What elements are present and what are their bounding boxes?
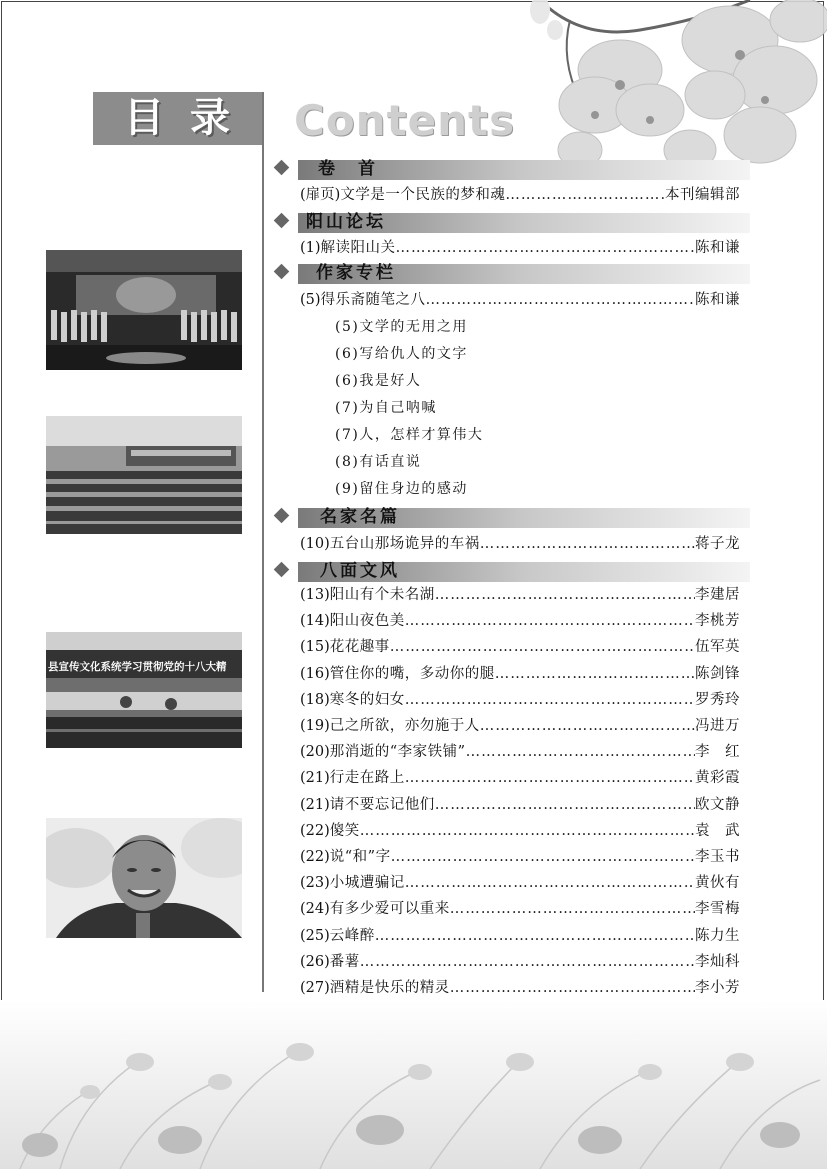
entry-page: (10) — [300, 536, 330, 552]
entry-author: 冯进万 — [695, 718, 740, 734]
entry-author: 李建居 — [695, 587, 740, 603]
leader-dots — [466, 741, 695, 763]
entry-page: (24) — [300, 901, 330, 917]
entry-page: (25) — [300, 928, 330, 944]
leader-dots — [405, 872, 695, 894]
leader-dots — [360, 820, 695, 842]
toc-subentry[interactable]: (9)留住身边的感动 — [335, 481, 468, 497]
toc-subentry[interactable]: (7)人，怎样才算伟大 — [335, 427, 484, 443]
entry-title: 请不要忘记他们 — [329, 797, 435, 813]
banner-text: 县宣传文化系统学习贯彻党的十八大精 — [48, 661, 227, 673]
flower-field-decoration — [0, 1000, 827, 1169]
toc-entry[interactable] — [300, 794, 740, 816]
entry-author: 陈和谦 — [695, 292, 740, 308]
entry-title: 有多少爱可以重来 — [329, 901, 450, 917]
entry-page: (15) — [300, 639, 330, 655]
entry-page: (23) — [300, 875, 330, 891]
photo-study-meeting — [46, 632, 242, 748]
entry-author: 伍军英 — [695, 639, 740, 655]
leader-dots — [435, 794, 695, 816]
leader-dots — [360, 951, 695, 973]
entry-title: 番薯 — [329, 954, 360, 970]
entry-page: (13) — [300, 587, 330, 603]
entry-page: (19) — [300, 718, 330, 734]
entry-author: 本刊编辑部 — [665, 187, 740, 203]
leader-dots — [495, 663, 695, 685]
entry-page: (20) — [300, 744, 330, 760]
leader-dots — [405, 689, 695, 711]
entry-page: (22) — [300, 849, 330, 865]
photo-author-portrait — [46, 818, 242, 938]
leader-dots — [505, 184, 665, 206]
entry-author: 李灿科 — [695, 954, 740, 970]
entry-title: 得乐斋随笔之八 — [320, 292, 426, 308]
entry-author: 李 红 — [695, 744, 740, 760]
section-title: 八面文风 — [320, 561, 400, 581]
section-title: 卷 首 — [318, 159, 378, 179]
entry-title: 己之所欲，亦勿施于人 — [329, 718, 480, 734]
toc-entry[interactable] — [300, 584, 740, 606]
toc-entry[interactable] — [300, 925, 740, 947]
entry-author: 蒋子龙 — [695, 536, 740, 552]
entry-title: 酒精是快乐的精灵 — [329, 980, 450, 996]
entry-title: 五台山那场诡异的车祸 — [329, 536, 480, 552]
toc-entry[interactable] — [300, 636, 740, 658]
toc-entry[interactable] — [300, 741, 740, 763]
leader-dots — [426, 289, 695, 311]
toc-entry[interactable] — [300, 951, 740, 973]
entry-author: 欧文静 — [695, 797, 740, 813]
leader-dots — [450, 977, 695, 999]
leader-dots — [405, 610, 695, 632]
leader-dots — [435, 584, 695, 606]
photo-meeting-hall — [46, 416, 242, 534]
entry-title: 花花趣事 — [329, 639, 390, 655]
entry-page: (1) — [300, 240, 321, 256]
toc-entry[interactable] — [300, 533, 740, 555]
section-title: 阳山论坛 — [306, 212, 386, 232]
leader-dots — [391, 846, 695, 868]
entry-title: 小城遭骗记 — [329, 875, 405, 891]
entry-author: 黄彩霞 — [695, 770, 740, 786]
toc-entry[interactable] — [300, 872, 740, 894]
entry-title: 解读阳山关 — [320, 240, 396, 256]
entry-page: (14) — [300, 613, 330, 629]
entry-page: (扉页) — [300, 187, 341, 203]
entry-author: 李桃芳 — [695, 613, 740, 629]
entry-author: 李玉书 — [695, 849, 740, 865]
entry-page: (27) — [300, 980, 330, 996]
entry-title: 管住你的嘴，多动你的腿 — [329, 666, 495, 682]
entry-title: 寒冬的妇女 — [329, 692, 405, 708]
entry-page: (22) — [300, 823, 330, 839]
entry-title: 傻笑 — [329, 823, 360, 839]
entry-title: 说“和”字 — [329, 849, 391, 865]
entry-author: 李小芳 — [695, 980, 740, 996]
entry-author: 陈剑锋 — [695, 666, 740, 682]
leader-dots — [480, 715, 695, 737]
toc-entry[interactable] — [300, 977, 740, 999]
toc-subentry[interactable]: (6)我是好人 — [335, 373, 422, 389]
toc-entry[interactable] — [300, 663, 740, 685]
leader-dots — [405, 767, 695, 789]
toc-entry[interactable] — [300, 715, 740, 737]
toc-entry[interactable] — [300, 237, 740, 259]
entry-author: 黄伙有 — [695, 875, 740, 891]
toc-entry[interactable] — [300, 767, 740, 789]
photo-conference-stage — [46, 250, 242, 370]
entry-title: 阳山有个未名湖 — [329, 587, 435, 603]
entry-author: 袁 武 — [695, 823, 740, 839]
toc-entry[interactable] — [300, 820, 740, 842]
entry-title: 云峰醉 — [329, 928, 375, 944]
toc-entry[interactable] — [300, 846, 740, 868]
toc-subentry[interactable]: (8)有话直说 — [335, 454, 422, 470]
entry-author: 陈和谦 — [695, 240, 740, 256]
section-title: 作家专栏 — [316, 263, 396, 283]
toc-subentry[interactable]: (6)写给仇人的文字 — [335, 346, 468, 362]
entry-page: (16) — [300, 666, 330, 682]
section-title: 名家名篇 — [320, 507, 400, 527]
entry-page: (26) — [300, 954, 330, 970]
toc-subentry[interactable]: (7)为自己呐喊 — [335, 400, 437, 416]
toc-entry[interactable] — [300, 898, 740, 920]
entry-page: (18) — [300, 692, 330, 708]
leader-dots — [396, 237, 695, 259]
entry-author: 陈力生 — [695, 928, 740, 944]
leader-dots — [375, 925, 695, 947]
toc-subentry[interactable]: (5)文学的无用之用 — [335, 319, 468, 335]
entry-title: 文学是一个民族的梦和魂 — [340, 187, 506, 203]
entry-title: 行走在路上 — [329, 770, 405, 786]
mulu-title: 目录 — [124, 95, 256, 141]
entry-page: (21) — [300, 770, 330, 786]
entry-page: (5) — [300, 292, 321, 308]
entry-page: (21) — [300, 797, 330, 813]
entry-author: 罗秀玲 — [695, 692, 740, 708]
toc-entry[interactable] — [300, 689, 740, 711]
divider-line — [262, 92, 264, 992]
leader-dots — [480, 533, 695, 555]
toc-entry[interactable] — [300, 289, 740, 311]
entry-title: 阳山夜色美 — [329, 613, 405, 629]
entry-title: 那消逝的“李家铁铺” — [329, 744, 466, 760]
toc-entry[interactable] — [300, 610, 740, 632]
entry-author: 李雪梅 — [695, 901, 740, 917]
leader-dots — [390, 636, 695, 658]
toc-entry[interactable] — [300, 184, 740, 206]
contents-title: Contents — [294, 96, 516, 145]
leader-dots — [450, 898, 695, 920]
